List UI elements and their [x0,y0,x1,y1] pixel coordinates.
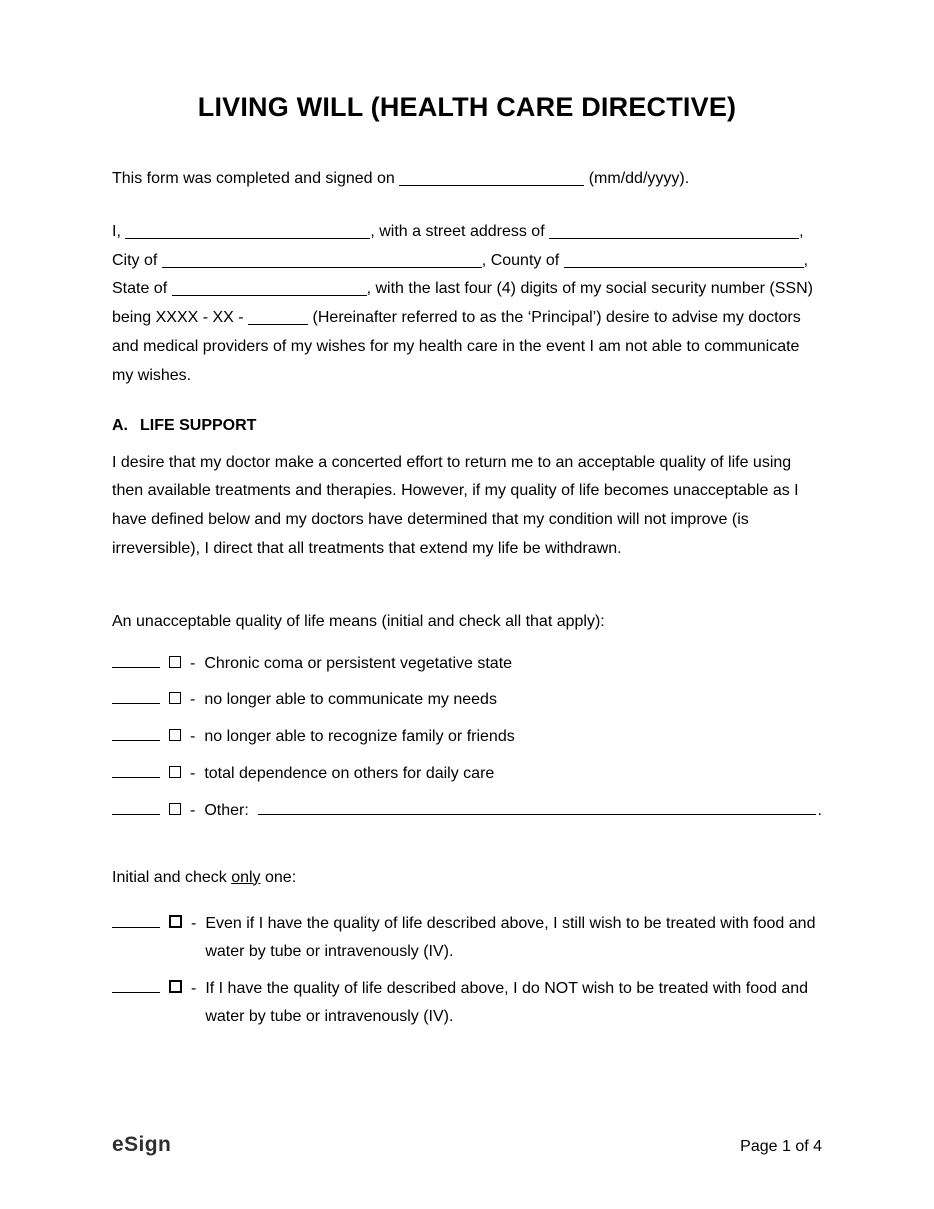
checkbox-icon[interactable] [169,656,181,668]
single-prompt-only: only [231,868,261,886]
option-label: If I have the quality of life described above, I do NOT wish to be treated with food and water by tube or intravenously (IV). [205,980,809,1025]
signed-on-text-after: (mm/dd/yyyy). [588,170,690,187]
quality-option-row [112,726,822,748]
signed-on-paragraph [112,165,822,194]
dash: - [190,654,196,672]
checkbox-icon[interactable] [169,915,182,928]
single-choice-prompt [112,864,822,893]
esign-logo: eSign [112,1133,172,1156]
section-title: LIFE SUPPORT [140,416,257,434]
checkbox-icon[interactable] [169,803,181,815]
page-footer [112,1133,822,1157]
dash: - [190,764,196,782]
street-address-blank[interactable] [549,224,799,239]
life-support-intro: I desire that my doctor make a concerted effort to return me to an acceptable quality of life using then available treatments and therapies. However, if my quality of life becomes unacceptable as I have defined below and my doctors have determined that my condition will not improve (is irreversible), I direct that all treatments that extend my life be withdrawn. [112,453,799,557]
dash: - [190,801,196,819]
option-label: total dependence on others for daily care [204,764,495,782]
quality-option-row [112,763,822,785]
checkbox-icon[interactable] [169,766,181,778]
section-heading-life-support [112,417,822,435]
checkbox-icon[interactable] [169,692,181,704]
single-prompt-after: one: [265,868,297,886]
county-blank[interactable] [564,253,804,268]
dash: - [191,915,197,933]
signed-date-blank[interactable] [399,171,584,186]
principal-seg: , [799,222,804,240]
dash: - [190,691,196,709]
section-letter: A. [112,416,128,434]
initials-blank[interactable] [112,763,160,778]
city-blank[interactable] [162,253,482,268]
initials-blank[interactable] [112,726,160,741]
initials-blank[interactable] [112,689,160,704]
dash: - [191,980,197,998]
option-label: no longer able to communicate my needs [204,691,497,709]
option-label: Chronic coma or persistent vegetative state [204,654,513,672]
principal-seg: , with the last four (4) digits of my social security number (SSN) being XXXX - XX - [112,280,813,327]
initials-blank[interactable] [112,800,160,815]
page-number: Page 1 of 4 [740,1138,822,1155]
initials-blank[interactable] [112,978,160,993]
quality-option-row [112,653,822,675]
feeding-options [112,910,822,1030]
quality-option-row-other [112,800,822,822]
quality-option-row [112,689,822,711]
initials-blank[interactable] [112,913,160,928]
principal-seg: State of [112,280,168,298]
checkbox-icon[interactable] [169,980,182,993]
single-prompt-before: Initial and check [112,868,227,886]
ssn-last-digits-blank[interactable] [248,310,308,325]
other-blank-wrap [258,800,822,820]
state-blank[interactable] [172,281,367,296]
principal-seg: I, [112,222,121,240]
feeding-option-row [112,975,822,1030]
option-label: Other: [204,801,249,819]
principal-paragraph [112,218,822,391]
principal-seg: , with a street address of [370,222,545,240]
checkbox-icon[interactable] [169,729,181,741]
option-suffix: . [817,801,822,819]
page-title: LIVING WILL (HEALTH CARE DIRECTIVE) [197,92,737,122]
initials-blank[interactable] [112,653,160,668]
option-label: Even if I have the quality of life described above, I still wish to be treated with food and water by tube or intravenously (IV). [205,915,816,960]
principal-seg: , [803,251,809,269]
feeding-option-row [112,910,822,965]
principal-seg: , County of [481,251,560,269]
checklist-prompt: An unacceptable quality of life means (initial and check all that apply): [112,612,605,630]
principal-seg: (Hereinafter referred to as the ‘Principal’) desire to advise my doctors and medical providers of my wishes for my health care in the event I am not able to communicate my wishes. [112,309,801,384]
principal-seg: City of [112,251,158,269]
principal-name-blank[interactable] [125,224,370,239]
other-description-blank[interactable] [258,800,816,815]
signed-on-text-before: This form was completed and signed on [112,170,395,187]
quality-of-life-options [112,653,822,822]
dash: - [190,728,196,746]
option-label: no longer able to recognize family or friends [204,728,515,746]
